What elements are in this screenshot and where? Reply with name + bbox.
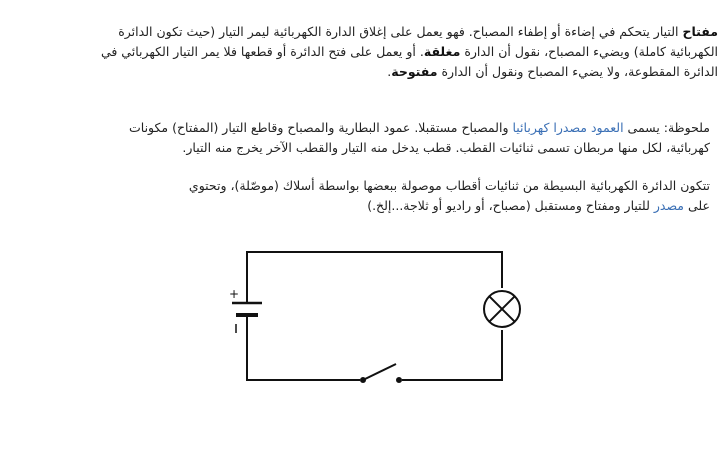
paragraph1-line2-after: . أو يعمل على فتح الدائرة أو قطعها فلا يمر التيار الكهربائي في [100,44,424,59]
paragraph1-line3-after: . [387,64,392,79]
paragraph1-line3-before: الدائرة المقطوعة، ولا يضيء المصباح ونقول أن الدارة [437,64,718,79]
switch-icon [360,364,402,383]
paragraph2-line1-before: ملحوظة: يسمى [623,120,710,135]
paragraph1-line1-text: التيار يتحكم في إضاءة أو إطفاء المصباح. فهو يعمل على إغلاق الدارة الكهربائية ليمر التيار (حيث تكون الدائرة [118,24,683,39]
lamp-icon [484,291,520,327]
battery-icon [229,287,262,333]
wire-right-bottom [402,330,502,380]
wire-top-left [247,252,502,295]
term-closed: مغلقة [423,44,461,59]
term-switch: مفتاح [682,24,718,39]
paragraph1-line2-before: الكهربائية كاملة) ويضيء المصباح، نقول أن الدارة [460,44,718,59]
paragraph3-line2-after: للتيار ومفتاح ومستقبل (مصباح، أو راديو أو ثلاجة...إلخ.) [367,198,654,213]
paragraph3-line2-before: على [684,198,710,213]
paragraph3-line1: تتكون الدائرة الكهربائية البسيطة من ثنائيات أقطاب موصولة ببعضها بواسطة أسلاك (موصّلة)، وتحتوي [188,178,710,193]
term-open: مفتوحة [391,64,438,79]
wire-bottom-left [247,328,360,380]
link-battery-source[interactable]: العمود مصدرا كهربائيا [512,120,624,135]
battery-plus-sign: + [228,287,240,301]
link-source[interactable]: مصدر [653,198,684,213]
paragraph2-line2: كهربائية، لكل منها مربطان تسمى ثنائيات القطب. قطب يدخل منه التيار والقطب الآخر يخرج منه التيار. [182,140,710,155]
paragraph2-line1-after: والمصباح مستقبلا. عمود البطارية والمصباح وقاطع التيار (المفتاح) مكونات [129,120,513,135]
